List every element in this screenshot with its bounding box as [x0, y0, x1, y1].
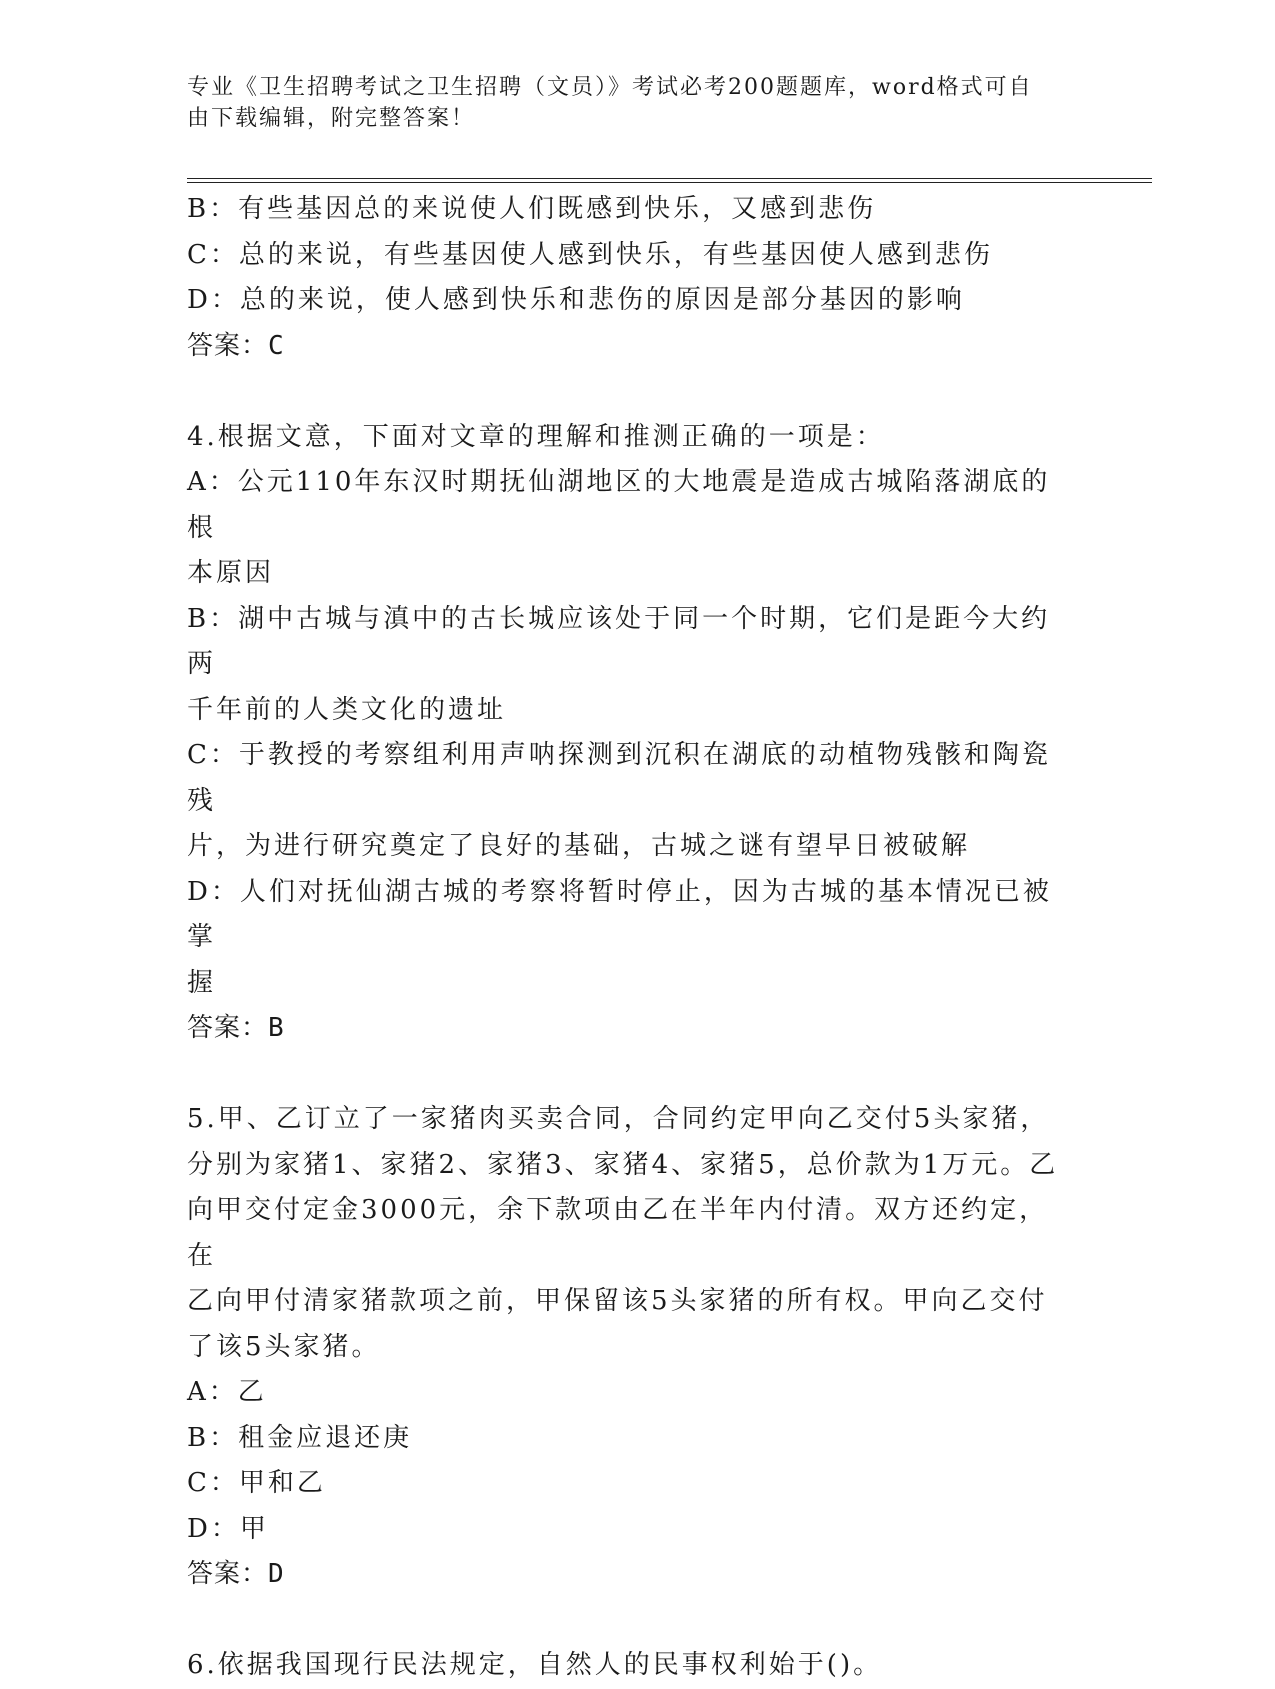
- q4-option-d-line-2: 握: [187, 967, 217, 998]
- q4-option-d-line-1: D：人们对抚仙湖古城的考察将暂时停止，因为古城的基本情况已被掌: [187, 876, 1052, 952]
- spacer: [187, 369, 1077, 415]
- q5-stem-line-2: 分别为家猪1、家猪2、家猪3、家猪4、家猪5，总价款为1万元。乙: [187, 1149, 1059, 1180]
- document-body: [187, 187, 1077, 1689]
- q3-option-d: D：总的来说，使人感到快乐和悲伤的原因是部分基因的影响: [187, 285, 965, 315]
- q4-option-b-line-1: B：湖中古城与滇中的古长城应该处于同一个时期，它们是距今大约两: [187, 603, 1051, 679]
- q5-stem-line-5: 了该5头家猪。: [187, 1331, 381, 1362]
- q5-option-c: C：甲和乙: [187, 1468, 326, 1498]
- document-header: [187, 72, 1067, 134]
- q5-stem-line-4: 乙向甲付清家猪款项之前，甲保留该5头家猪的所有权。甲向乙交付: [187, 1286, 1048, 1316]
- q4-answer: 答案：B: [187, 1013, 285, 1043]
- header-divider-top: [187, 178, 1152, 179]
- q3-option-c: C：总的来说，有些基因使人感到快乐，有些基因使人感到悲伤: [187, 239, 993, 270]
- q4-option-a-line-1: A：公元110年东汉时期抚仙湖地区的大地震是造成古城陷落湖底的根: [187, 467, 1051, 543]
- q5-option-b: B：租金应退还庚: [187, 1422, 413, 1453]
- header-line-2: 由下载编辑，附完整答案！: [187, 106, 476, 131]
- spacer: [187, 1598, 1077, 1644]
- q5-option-d: D：甲: [187, 1513, 269, 1544]
- q3-option-b: B：有些基因总的来说使人们既感到快乐，又感到悲伤: [187, 194, 877, 224]
- q4-option-c-line-2: 片，为进行研究奠定了良好的基础，古城之谜有望早日被破解: [187, 831, 971, 861]
- header-divider-bottom: [187, 182, 1152, 183]
- q5-stem-line-3: 向甲交付定金3000元，余下款项由乙在半年内付清。双方还约定，在: [187, 1195, 1049, 1271]
- q4-option-b-line-2: 千年前的人类文化的遗址: [187, 694, 507, 725]
- q4-stem: 4.根据文意，下面对文章的理解和推测正确的一项是：: [187, 421, 885, 452]
- q3-answer: 答案：C: [187, 330, 285, 361]
- q5-stem-line-1: 5.甲、乙订立了一家猪肉买卖合同，合同约定甲向乙交付5头家猪，: [187, 1104, 1050, 1134]
- q5-answer: 答案：D: [187, 1559, 285, 1589]
- q4-option-c-line-1: C：于教授的考察组利用声呐探测到沉积在湖底的动植物残骸和陶瓷残: [187, 740, 1051, 816]
- q5-option-a: A：乙: [187, 1377, 267, 1407]
- spacer: [187, 1052, 1077, 1098]
- header-line-1: 专业《卫生招聘考试之卫生招聘（文员）》考试必考200题题库，word格式可自: [187, 75, 1033, 100]
- q4-option-a-line-2: 本原因: [187, 558, 275, 588]
- q6-stem: 6.依据我国现行民法规定，自然人的民事权利始于()。: [187, 1650, 883, 1680]
